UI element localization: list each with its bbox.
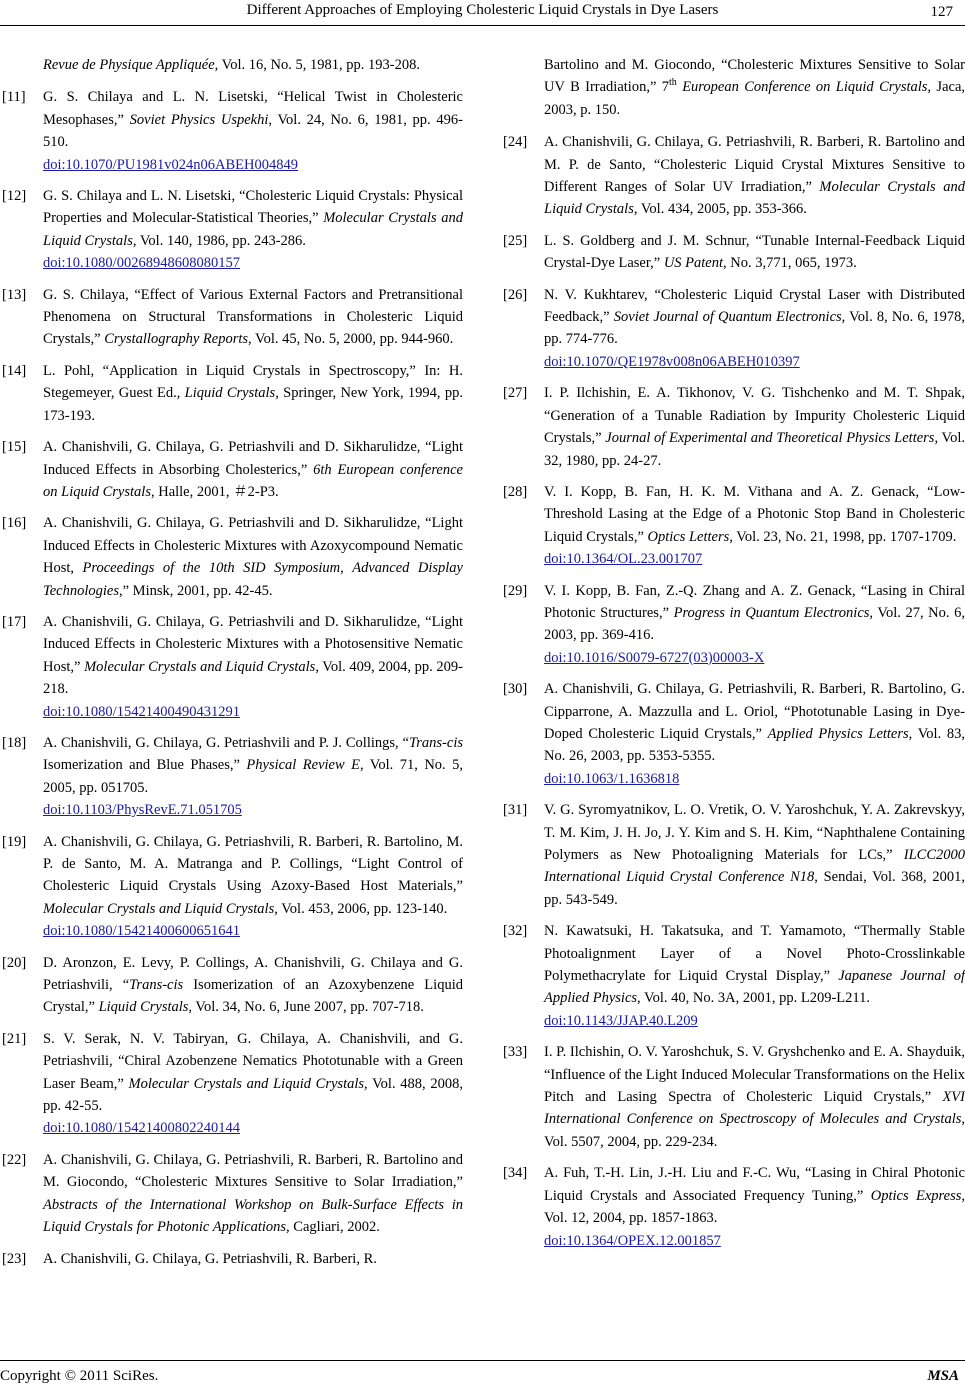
reference-number: [18] [2, 734, 27, 751]
footer-rule [0, 1360, 965, 1361]
reference-item [503, 799, 965, 911]
header-rule [0, 25, 965, 26]
reference-number: [16] [2, 515, 27, 532]
reference-number: [23] [2, 1250, 27, 1267]
reference-number: [14] [2, 362, 27, 379]
reference-text: A. Fuh, T.-H. Lin, J.-H. Liu and F.-C. Wu, “Lasing in Chiral Photonic Liquid Crystals and Associated Frequency Tuning,” Optics Express, Vol. 12, 2004, pp. 1857-1863. [544, 1165, 965, 1227]
reference-number: [25] [503, 232, 528, 249]
reference-number: [30] [503, 681, 528, 698]
reference-text: I. P. Ilchishin, O. V. Yaroshchuk, S. V. Gryshchenko and E. A. Shayduik, “Influence of the Light Induced Molecular Transformations on the Helix Pitch and Lasing Spectra of Cholesteric Liquid Crystals,” XVI International Conference on Spectroscopy of Molecules and Crystals, Vol. 5507, 2004, pp. 229-234. [544, 1044, 965, 1150]
reference-item [2, 284, 463, 351]
reference-item [2, 952, 463, 1019]
reference-list [2, 86, 463, 1270]
reference-number: [11] [2, 89, 26, 106]
reference-item [2, 1149, 463, 1239]
reference-number: [15] [2, 439, 27, 456]
doi-link[interactable]: doi:10.1143/JJAP.40.L209 [544, 1012, 698, 1029]
reference-text: N. Kawatsuki, H. Takatsuka, and T. Yamamoto, “Thermally Stable Photoalignment Layer of a Novel Photo-Crosslinkable Polymethacrylate for Liquid Crystal Display,” Japanese Journal of Applied Physics, Vol. 40, No. 3A, 2001, pp. L209-L211. [544, 923, 965, 1007]
reference-item [2, 185, 463, 275]
reference-item [2, 512, 463, 602]
reference-text: G. S. Chilaya and L. N. Lisetski, “Helical Twist in Cholesteric Mesophases,” Soviet Physics Uspekhi, Vol. 24, No. 6, 1981, pp. 496-510. [43, 89, 463, 151]
reference-number: [12] [2, 188, 27, 205]
reference-text: G. S. Chilaya and L. N. Lisetski, “Cholesteric Liquid Crystals: Physical Properties and Molecular-Statistical Theories,” Molecular Crystals and Liquid Crystals, Vol. 140, 1986, pp. 243-286. [43, 188, 463, 249]
reference-text: A. Chanishvili, G. Chilaya, G. Petriashvili and D. Sikharulidze, “Light Induced Effects in Cholesteric Mixtures with Azoxycompound Nematic Host, Proceedings of the 10th SID Symposium, Advanced Display Technologies,” Minsk, 2001, pp. 42-45. [43, 515, 463, 599]
reference-number: [32] [503, 923, 528, 940]
reference-item [503, 1041, 965, 1153]
doi-link[interactable]: doi:10.1016/S0079-6727(03)00003-X [544, 649, 765, 666]
reference-item [2, 360, 463, 427]
doi-link[interactable]: doi:10.1070/QE1978v008n06ABEH010397 [544, 353, 800, 370]
reference-item [2, 831, 463, 943]
doi-link[interactable]: doi:10.1080/15421400600651641 [43, 923, 240, 940]
reference-number: [28] [503, 483, 528, 500]
reference-number: [27] [503, 385, 528, 402]
reference-text: Bartolino and M. Giocondo, “Cholesteric Mixtures Sensitive to Solar UV B Irradiation,” 7th European Conference on Liquid Crystals, Jaca, 2003, p. 150. [544, 57, 965, 118]
running-header [0, 0, 965, 24]
reference-list [503, 131, 965, 1252]
reference-text: D. Aronzon, E. Levy, P. Collings, A. Chanishvili, G. Chilaya and G. Petriashvili, “Trans-cis Isomerization of an Azoxybenzene Liquid Crystal,” Liquid Crystals, Vol. 34, No. 6, June 2007, pp. 707-718. [43, 954, 463, 1016]
copyright-notice: Copyright © 2011 SciRes. [0, 1368, 159, 1384]
reference-text: L. S. Goldberg and J. M. Schnur, “Tunable Internal-Feedback Liquid Crystal-Dye Laser,” US Patent, No. 3,771, 065, 1973. [544, 232, 965, 272]
reference-number: [20] [2, 954, 27, 971]
reference-number: [19] [2, 833, 27, 850]
reference-text: A. Chanishvili, G. Chilaya, G. Petriashvili, R. Barberi, R. [43, 1250, 377, 1267]
reference-item [503, 382, 965, 472]
reference-item [2, 86, 463, 176]
reference-text: A. Chanishvili, G. Chilaya, G. Petriashvili and D. Sikharulidze, “Light Induced Effects in Cholesteric Mixtures with a Photosensitive Nematic Host,” Molecular Crystals and Liquid Crystals, Vol. 409, 2004, pp. 209-218. [43, 613, 464, 698]
reference-number: [29] [503, 582, 528, 599]
reference-text: A. Chanishvili, G. Chilaya, G. Petriashvili, R. Barberi, R. Bartolino and M. Giocondo, “Cholesteric Mixtures Sensitive to Solar Irradiation,” Abstracts of the International Workshop on Bulk-Surface Effects in Liquid Crystals for Photonic Applications, Cagliari, 2002. [43, 1151, 463, 1236]
doi-link[interactable]: doi:10.1063/1.1636818 [544, 770, 680, 787]
reference-text: V. I. Kopp, B. Fan, H. K. M. Vithana and A. Z. Genack, “Low-Threshold Lasing at the Edge of a Photonic Stop Band in Cholesteric Liquid Crystals,” Optics Letters, Vol. 23, No. 21, 1998, pp. 1707-1709. [544, 483, 965, 545]
reference-item [2, 611, 463, 723]
reference-text: V. G. Syromyatnikov, L. O. Vretik, O. V. Yaroshchuk, Y. A. Zakrevskyy, T. M. Kim, J. H. Jo, J. Y. Kim and S. H. Kim, “Naphthalene Containing Polymers as New Photoaligning Materials for LCs,” ILCC2000 International Liquid Crystal Conference N18, Sendai, Vol. 368, 2001, pp. 543-549. [544, 802, 965, 908]
reference-text: I. P. Ilchishin, E. A. Tikhonov, V. G. Tishchenko and M. T. Shpak, “Generation of a Tunable Radiation by Impurity Cholesteric Liquid Crystals,” Journal of Experimental and Theoretical Physics Letters, Vol. 32, 1980, pp. 24-27. [544, 385, 965, 469]
reference-continuation [2, 54, 463, 76]
reference-item [503, 920, 965, 1032]
reference-item [2, 436, 463, 503]
page-number: 127 [930, 4, 953, 20]
left-column [2, 54, 463, 1279]
reference-number: [22] [2, 1151, 27, 1168]
reference-text: L. Pohl, “Application in Liquid Crystals in Spectroscopy,” In: H. Stegemeyer, Guest Ed., Liquid Crystals, Springer, New York, 1994, pp. 173-193. [43, 362, 463, 424]
reference-number: [33] [503, 1044, 528, 1061]
right-column [503, 54, 965, 1261]
reference-item [503, 131, 965, 221]
running-title: Different Approaches of Employing Cholesteric Liquid Crystals in Dye Lasers [246, 2, 719, 18]
reference-text: A. Chanishvili, G. Chilaya, G. Petriashvili, R. Barberi, R. Bartolino, M. P. de Santo, M. A. Matranga and P. Collings, “Light Control of Cholesteric Liquid Crystals Using Azoxy-Based Host Materials,” Molecular Crystals and Liquid Crystals, Vol. 453, 2006, pp. 123-140. [43, 833, 463, 917]
doi-link[interactable]: doi:10.1364/OPEX.12.001857 [544, 1232, 721, 1249]
reference-text: A. Chanishvili, G. Chilaya, G. Petriashvili, R. Barberi, R. Bartolino, G. Cipparrone, A. Mazzulla and L. Oriol, “Phototunable Lasing in Dye-Doped Cholesteric Liquid Crystals,” Applied Physics Letters, Vol. 83, No. 26, 2003, pp. 5353-5355. [544, 681, 965, 765]
doi-link[interactable]: doi:10.1080/00268948608080157 [43, 255, 240, 272]
reference-item [503, 481, 965, 571]
page-footer [0, 1364, 965, 1386]
reference-item [503, 1162, 965, 1252]
reference-number: [21] [2, 1030, 27, 1047]
reference-continuation [503, 54, 965, 121]
reference-text: S. V. Serak, N. V. Tabiryan, G. Chilaya, A. Chanishvili, and G. Petriashvili, “Chiral Azobenzene Nematics Phototunable with a Green Laser Beam,” Molecular Crystals and Liquid Crystals, Vol. 488, 2008, pp. 42-55. [43, 1030, 463, 1115]
reference-number: [17] [2, 613, 27, 630]
doi-link[interactable]: doi:10.1080/15421400490431291 [43, 703, 240, 720]
reference-number: [31] [503, 802, 528, 819]
doi-link[interactable]: doi:10.1364/OL.23.001707 [544, 551, 703, 568]
journal-abbreviation: MSA [927, 1368, 959, 1384]
reference-text: A. Chanishvili, G. Chilaya, G. Petriashvili and P. J. Collings, “Trans-cis Isomerization and Blue Phases,” Physical Review E, Vol. 71, No. 5, 2005, pp. 051705. [43, 734, 464, 796]
reference-text: V. I. Kopp, B. Fan, Z.-Q. Zhang and A. Z. Genack, “Lasing in Chiral Photonic Structures,” Progress in Quantum Electronics, Vol. 27, No. 6, 2003, pp. 369-416. [544, 582, 965, 644]
reference-item [503, 678, 965, 790]
reference-text: G. S. Chilaya, “Effect of Various External Factors and Pretransitional Phenomena on Structural Transformations in Cholesteric Liquid Crystals,” Crystallography Reports, Vol. 45, No. 5, 2000, pp. 944-960. [43, 286, 463, 348]
reference-item [503, 230, 965, 275]
reference-number: [13] [2, 286, 27, 303]
doi-link[interactable]: doi:10.1070/PU1981v024n06ABEH004849 [43, 156, 298, 173]
reference-item [2, 1028, 463, 1140]
reference-text: N. V. Kukhtarev, “Cholesteric Liquid Crystal Laser with Distributed Feedback,” Soviet Journal of Quantum Electronics, Vol. 8, No. 6, 1978, pp. 774-776. [544, 286, 965, 348]
reference-item [503, 284, 965, 374]
reference-number: [34] [503, 1165, 528, 1182]
reference-item [2, 1248, 463, 1270]
reference-item [2, 732, 463, 822]
doi-link[interactable]: doi:10.1103/PhysRevE.71.051705 [43, 802, 242, 819]
reference-text: A. Chanishvili, G. Chilaya, G. Petriashvili, R. Barberi, R. Bartolino and M. P. de Santo, “Cholesteric Liquid Crystal Mixtures Sensitive to Different Ranges of Solar UV Irradiation,” Molecular Crystals and Liquid Crystals, Vol. 434, 2005, pp. 353-366. [544, 134, 965, 218]
reference-text: Revue de Physique Appliquée, Vol. 16, No. 5, 1981, pp. 193-208. [43, 57, 420, 73]
reference-number: [26] [503, 286, 528, 303]
reference-text: A. Chanishvili, G. Chilaya, G. Petriashvili and D. Sikharulidze, “Light Induced Effects in Absorbing Cholesterics,” 6th European conference on Liquid Crystals, Halle, 2001, ＃2-P3. [43, 439, 463, 500]
reference-item [503, 580, 965, 670]
reference-number: [24] [503, 134, 528, 151]
doi-link[interactable]: doi:10.1080/15421400802240144 [43, 1120, 240, 1137]
